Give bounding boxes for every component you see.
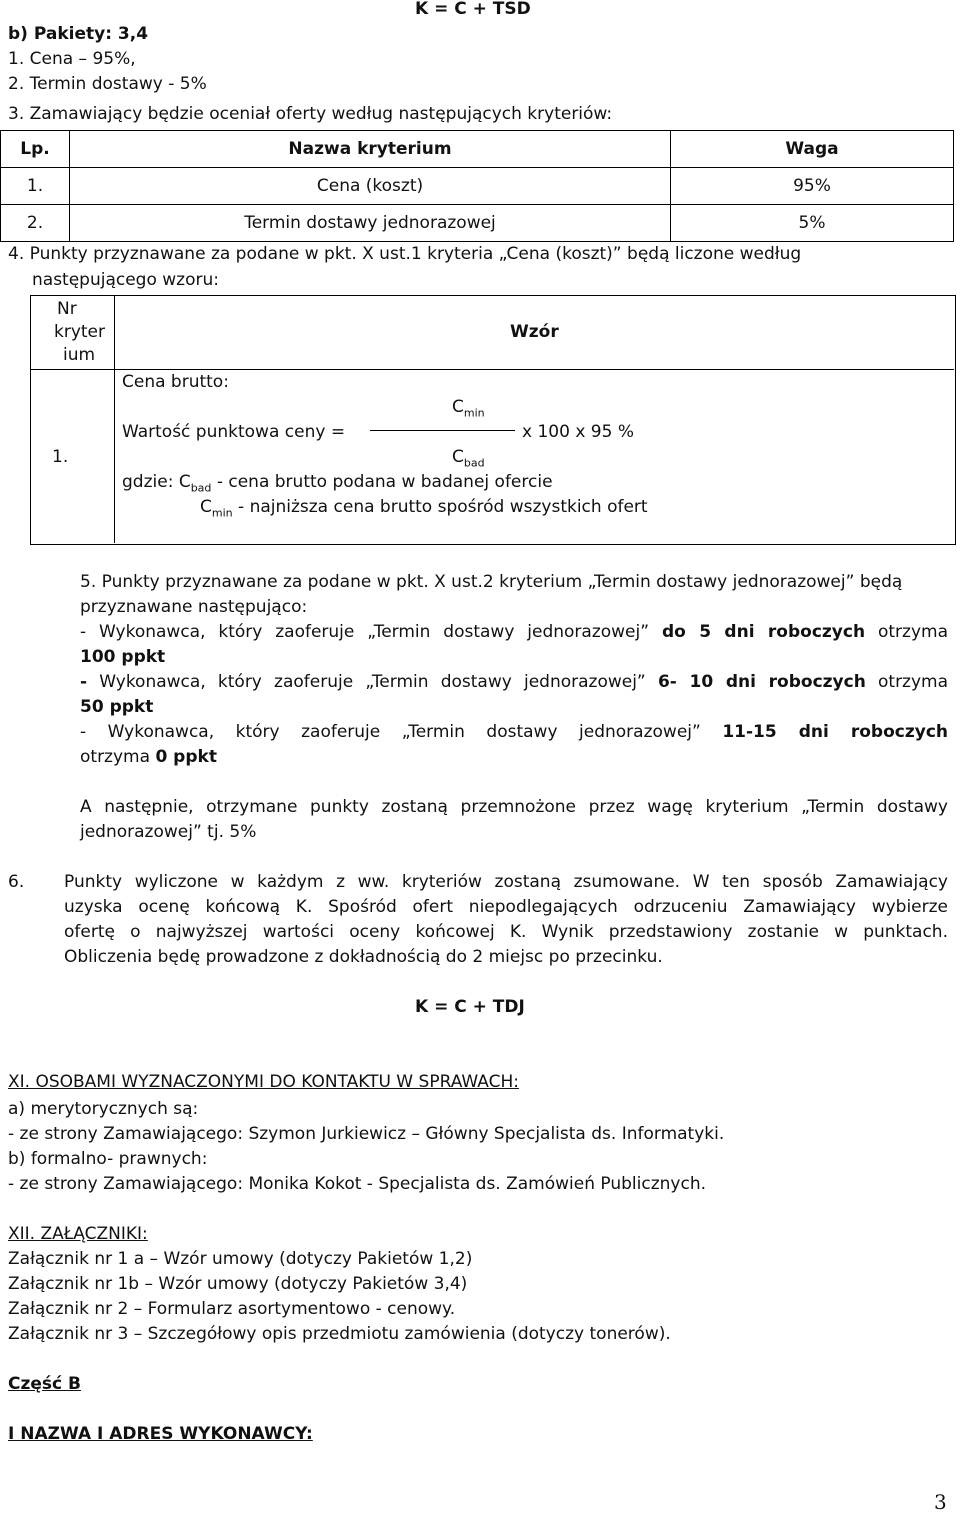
denominator-cbad: $C_{bad}$ — [452, 447, 485, 470]
nr-header-3: ium — [63, 345, 96, 365]
table-row — [1, 168, 954, 205]
point6-line2: uzyska ocenę końcową K. Spośród ofert niepodlegających odrzuceniu Zamawiający wybierze — [64, 897, 948, 917]
criteria-table — [0, 130, 954, 242]
bullet2-line: - Wykonawca, który zaoferuje „Termin dostawy jednorazowej” 6- 10 dni roboczych otrzyma — [80, 672, 949, 692]
row1-lp: 1. — [1, 168, 70, 205]
bullet2-points: 50 ppkt — [80, 697, 154, 717]
cmin-line: $C_{min}$ - najniższa cena brutto spośród wszystkich ofert — [200, 497, 648, 520]
fraction-line — [370, 430, 515, 431]
point5-line2: przyznawane następująco: — [80, 597, 308, 617]
list-item: Załącznik nr 1b – Wzór umowy (dotyczy Pakietów 3,4) — [8, 1274, 468, 1294]
criterion-line-3: 3. Zamawiający będzie oceniał oferty według następujących kryteriów: — [8, 104, 613, 124]
table-row — [1, 205, 954, 242]
criterion-line-2: 2. Termin dostawy - 5% — [8, 74, 207, 94]
page-number: 3 — [934, 1490, 947, 1514]
row2-waga: 5% — [671, 205, 954, 242]
bullet1-line: - Wykonawca, który zaoferuje „Termin dostawy jednorazowej” do 5 dni roboczych otrzyma — [80, 622, 948, 642]
point6-line4: Obliczenia będę prowadzone z dokładnością do 2 miejsc po przecinku. — [64, 947, 663, 967]
section-xi-a: a) merytorycznych są: — [8, 1099, 199, 1119]
numerator-cmin: $C_{min}$ — [452, 397, 485, 420]
point4-line2: następującego wzoru: — [32, 270, 219, 290]
bullet3-line: - Wykonawca, który zaoferuje „Termin dostawy jednorazowej” 11-15 dni roboczych — [80, 722, 948, 742]
multiplier: x 100 x 95 % — [522, 422, 634, 442]
point5-final-line1: A następnie, otrzymane punkty zostaną przemnożone przez wagę kryterium „Termin dostawy — [80, 797, 948, 817]
formula-row-number: 1. — [52, 447, 69, 467]
cena-brutto-label: Cena brutto: — [122, 372, 229, 392]
nr-header-1: Nr — [57, 299, 77, 319]
wzor-header: Wzór — [510, 322, 559, 342]
nr-header-2: kryter — [54, 322, 106, 342]
row1-waga: 95% — [671, 168, 954, 205]
list-item: Załącznik nr 3 – Szczegółowy opis przedmiotu zamówienia (dotyczy tonerów). — [8, 1324, 671, 1344]
point6-number: 6. — [8, 872, 25, 892]
section-xii-heading: XII. ZAŁĄCZNIKI: — [8, 1224, 148, 1244]
header-lp: Lp. — [1, 131, 70, 168]
point6-line3: ofertę o najwyższej wartości oceny końcowej K. Wynik przedstawiony zostanie w punktach. — [64, 922, 948, 942]
formula-k-tsd: K = C + TSD — [415, 0, 531, 19]
point5-final-line2: jednorazowej” tj. 5% — [80, 822, 257, 842]
point4-line1: 4. Punkty przyznawane za podane w pkt. X ust.1 kryteria „Cena (koszt)” będą liczone według — [8, 244, 802, 264]
point6-line1: Punkty wyliczone w każdym z ww. kryteriów zostaną zsumowane. W ten sposób Zamawiający — [64, 872, 948, 892]
row1-nazwa: Cena (koszt) — [70, 168, 671, 205]
wartosc-label: Wartość punktowa ceny = — [122, 422, 346, 442]
header-nazwa: Nazwa kryterium — [70, 131, 671, 168]
section-i-heading: I NAZWA I ADRES WYKONAWCY: — [8, 1424, 313, 1444]
section-xi-a-line: - ze strony Zamawiającego: Szymon Jurkiewicz – Główny Specjalista ds. Informatyki. — [8, 1124, 725, 1144]
criteria-table-header — [1, 131, 954, 168]
bullet3-points: otrzyma 0 ppkt — [80, 747, 217, 767]
section-xi-b: b) formalno- prawnych: — [8, 1149, 208, 1169]
pakiety-heading: b) Pakiety: 3,4 — [8, 24, 149, 44]
formula-k-tdj: K = C + TDJ — [415, 997, 525, 1017]
row2-lp: 2. — [1, 205, 70, 242]
part-b-heading: Część B — [8, 1374, 81, 1394]
list-item: Załącznik nr 2 – Formularz asortymentowo - cenowy. — [8, 1299, 456, 1319]
header-waga: Waga — [671, 131, 954, 168]
gdzie-line: gdzie: $C_{bad}$ - cena brutto podana w badanej ofercie — [122, 472, 553, 495]
row2-nazwa: Termin dostawy jednorazowej — [70, 205, 671, 242]
point5-line1: 5. Punkty przyznawane za podane w pkt. X ust.2 kryterium „Termin dostawy jednorazowej” będą — [80, 572, 903, 592]
bullet1-points: 100 ppkt — [80, 647, 166, 667]
list-item: Załącznik nr 1 a – Wzór umowy (dotyczy Pakietów 1,2) — [8, 1249, 473, 1269]
section-xi-b-line: - ze strony Zamawiającego: Monika Kokot - Specjalista ds. Zamówień Publicznych. — [8, 1174, 706, 1194]
section-xi-heading: XI. OSOBAMI WYZNACZONYMI DO KONTAKTU W SPRAWACH: — [8, 1072, 519, 1092]
criterion-line-1: 1. Cena – 95%, — [8, 49, 136, 69]
